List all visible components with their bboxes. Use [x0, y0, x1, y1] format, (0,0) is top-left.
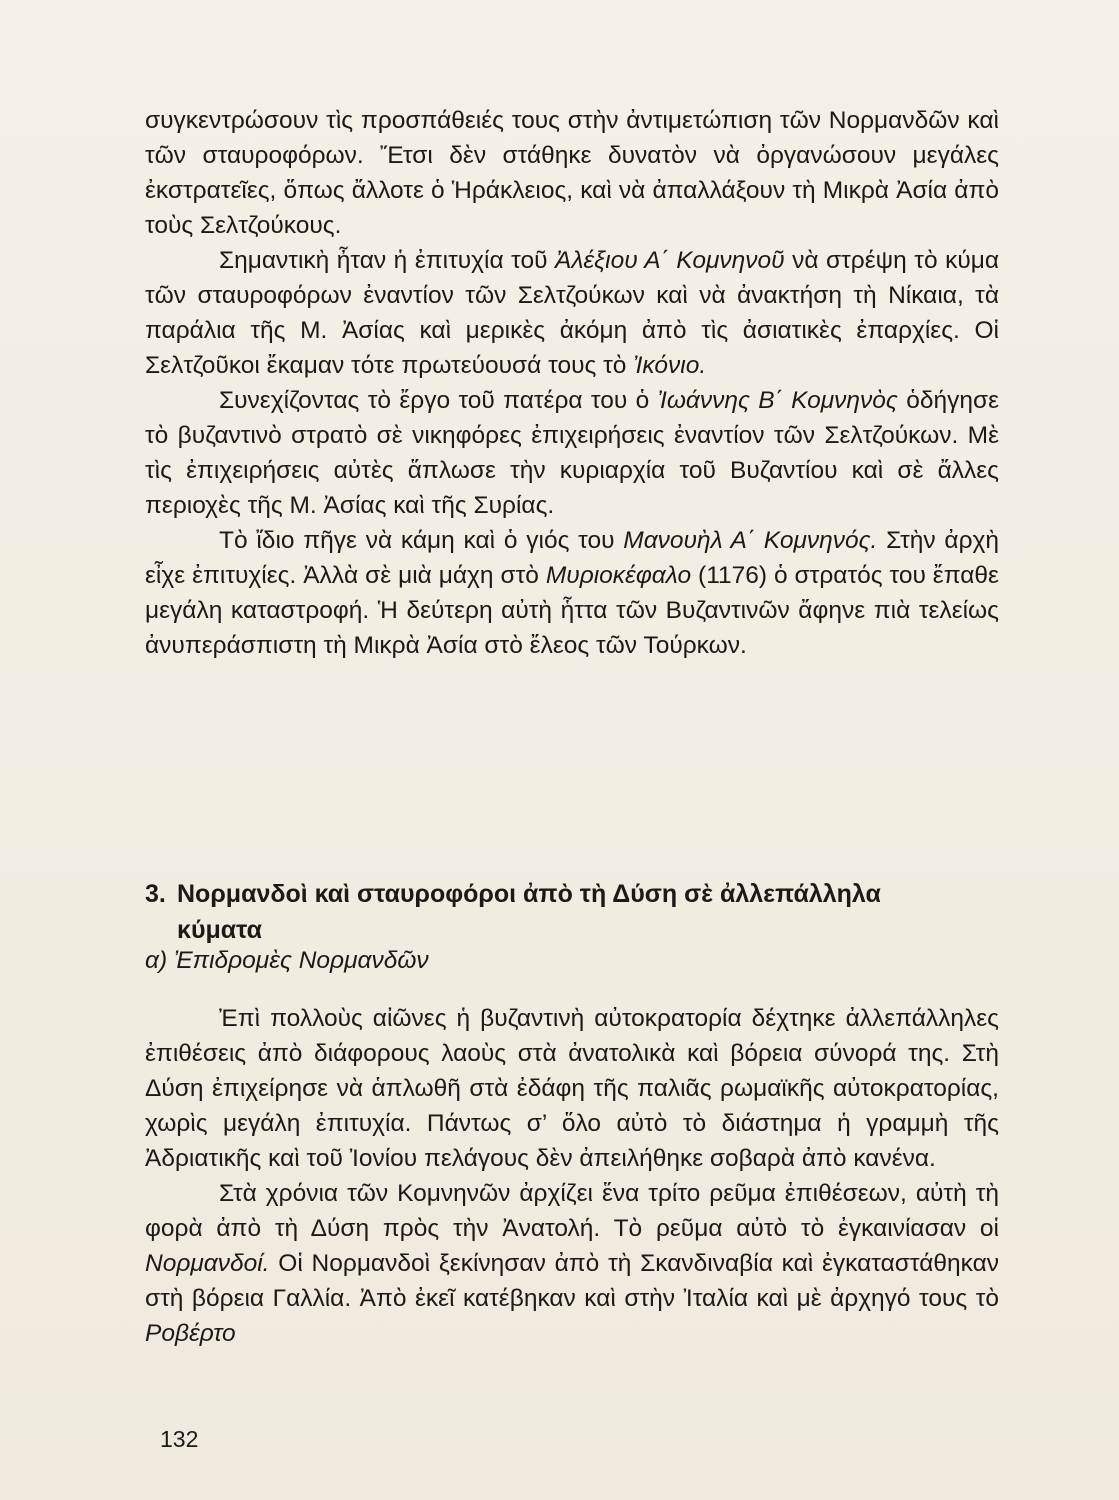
- section-number: 3.: [145, 880, 166, 908]
- section-title-line-2: κύματα: [177, 916, 262, 944]
- paragraph-2-text-b: νὰ στρέψη τὸ κύμα τῶν σταυροφόρων ἐναντίον τῶν Σελτζούκων καὶ νὰ ἀνακτήση τὴ Νίκαια, τὰ παράλια τῆς Μ. Ἀσίας καὶ μερικὲς ἀκόμη ἀπὸ τὶς ἀσιατικὲς ἐπαρχίες. Οἱ Σελτζοῦκοι ἔκαμαν τότε πρωτεύουσά τους τὸ: [145, 247, 1000, 379]
- paragraph-4-emphasis-manouil: Μανουὴλ Α΄ Κομνηνός.: [623, 527, 878, 554]
- section-text-lower: [145, 1001, 999, 1351]
- paragraph-2: [145, 243, 999, 383]
- paragraph-4: [145, 523, 999, 663]
- paragraph-3-text-a: Συνεχίζοντας τὸ ἔργο τοῦ πατέρα του ὁ: [219, 387, 658, 414]
- paragraph-3: [145, 383, 999, 523]
- paragraph-2-emphasis-alexios: Ἀλέξιου Α΄ Κομνηνοῦ: [555, 247, 785, 274]
- paragraph-5: Ἐπὶ πολλοὺς αἰῶνες ἡ βυζαντινὴ αὐτοκρατορία δέχτηκε ἀλλεπάλληλες ἐπιθέσεις ἀπὸ διάφορους λαοὺς στὰ ἀνατολικὰ καὶ βόρεια σύνορά της. Στὴ Δύση ἐπιχείρησε νὰ ἁπλωθῆ στὰ ἐδάφη τῆς παλιᾶς ρωμαϊκῆς αὐτοκρατορίας, χωρὶς μεγάλη ἐπιτυχία. Πάντως σ’ ὅλο αὐτὸ τὸ διάστημα ἡ γραμμὴ τῆς Ἀδριατικῆς καὶ τοῦ Ἰονίου πελάγους δὲν ἀπειλήθηκε σοβαρὰ ἀπὸ κανένα.: [145, 1005, 999, 1172]
- page-number: 132: [160, 1426, 199, 1452]
- section-heading: [145, 876, 1005, 948]
- paragraph-2-text-a: Σημαντικὴ ἦταν ἡ ἐπιτυχία τοῦ: [219, 247, 556, 274]
- paragraph-1: συγκεντρώσουν τὶς προσπάθειές τους στὴν ἀντιμετώπιση τῶν Νορμανδῶν καὶ τῶν σταυροφόρων. Ἔτσι δὲν στάθηκε δυνατὸν νὰ ὀργανώσουν μεγάλες ἐκστρατεῖες, ὅπως ἄλλοτε ὁ Ἡράκλειος, καὶ νὰ ἀπαλλάξουν τὴ Μικρὰ Ἀσία ἀπὸ τοὺς Σελτζούκους.: [145, 107, 999, 239]
- paragraph-6-emphasis-normandoi: Νορμανδοί.: [145, 1250, 270, 1277]
- section-heading-line-1: [145, 876, 1005, 912]
- paragraph-6-emphasis-roverto: Ροβέρτο: [145, 1320, 236, 1347]
- section-title-line-1: Νορμανδοὶ καὶ σταυροφόροι ἀπὸ τὴ Δύση σὲ ἀλλεπάλληλα: [177, 880, 881, 908]
- paragraph-4-text-b: Στὴν ἀρχὴ εἶχε ἐπιτυχίες. Ἀλλὰ σὲ μιὰ μάχη στὸ: [145, 527, 1000, 589]
- paragraph-4-text-a: Τὸ ἴδιο πῆγε νὰ κάμη καὶ ὁ γιός του: [219, 527, 624, 554]
- paragraph-4-emphasis-myriokefalo: Μυριοκέφαλο: [545, 562, 692, 589]
- paragraph-6-text-a: Στὰ χρόνια τῶν Κομνηνῶν ἀρχίζει ἕνα τρίτο ρεῦμα ἐπιθέσεων, αὐτὴ τὴ φορὰ ἀπὸ τὴ Δύση πρὸς τὴν Ἀνατολή. Τὸ ρεῦμα αὐτὸ τὸ ἐγκαινίασαν οἱ: [145, 1180, 999, 1242]
- paragraph-6: [145, 1176, 999, 1351]
- paragraph-2-emphasis-ikonio: Ἰκόνιο.: [633, 352, 707, 379]
- paragraph-3-emphasis-ioannis: Ἰωάννης Β΄ Κομνηνὸς: [657, 387, 898, 414]
- paragraph-4-text-c: (1176) ὁ στρατός του ἔπαθε μεγάλη καταστροφή. Ἡ δεύτερη αὐτὴ ἧττα τῶν Βυζαντινῶν ἄφηνε πιὰ τελείως ἀνυπεράσπιστη τὴ Μικρὰ Ἀσία στὸ ἔλεος τῶν Τούρκων.: [145, 562, 999, 659]
- paragraph-6-text-b: Οἱ Νορμανδοὶ ξεκίνησαν ἀπὸ τὴ Σκανδιναβία καὶ ἐγκαταστάθηκαν στὴ βόρεια Γαλλία. Ἀπὸ ἐκεῖ κατέβηκαν καὶ στὴν Ἰταλία καὶ μὲ ἀρχηγό τους τὸ: [145, 1250, 999, 1312]
- section-text-upper: [145, 103, 999, 663]
- paragraph-3-text-b: ὁδήγησε τὸ βυζαντινὸ στρατὸ σὲ νικηφόρες ἐπιχειρήσεις ἐναντίον τῶν Σελτζούκων. Μὲ τὶς ἐπιχειρήσεις αὐτὲς ἅπλωσε τὴν κυριαρχία τοῦ Βυζαντίου καὶ σὲ ἄλλες περιοχὲς τῆς Μ. Ἀσίας καὶ τῆς Συρίας.: [145, 387, 1000, 519]
- subsection-heading: α) Ἐπιδρομὲς Νορμανδῶν: [145, 947, 429, 974]
